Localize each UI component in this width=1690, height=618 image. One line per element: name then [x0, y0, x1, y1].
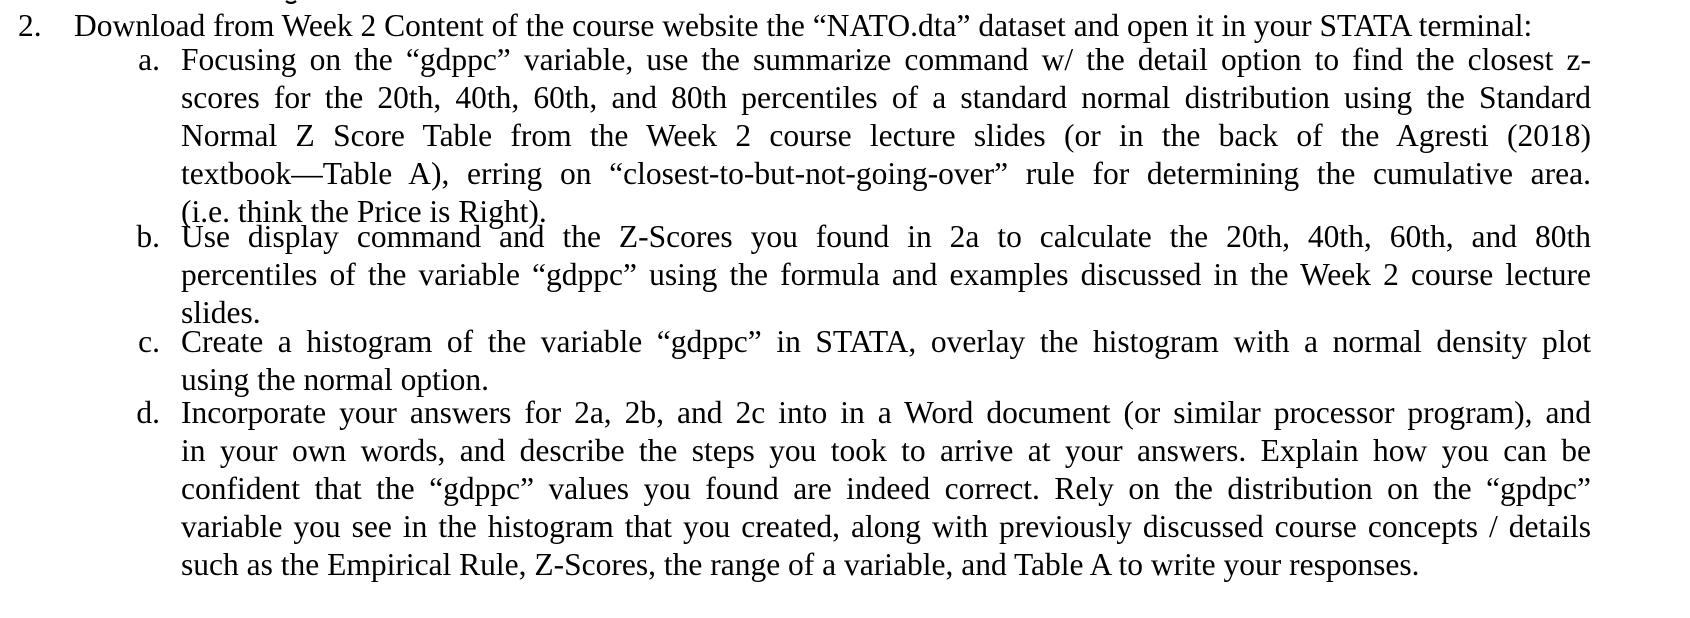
item-a-line-5: (i.e. think the Price is Right). — [181, 194, 547, 229]
item-b-label: b. — [136, 219, 160, 254]
item-b-line-3: slides. — [181, 295, 261, 330]
question-number: 2. — [18, 8, 42, 43]
item-d-line-4: variable you see in the histogram that you created, along with previously discussed course concepts / details — [181, 509, 1591, 544]
question-text: Download from Week 2 Content of the course website the “NATO.dta” dataset and open it in your STATA terminal: — [74, 8, 1533, 43]
item-d-line-3: confident that the “gdppc” values you found are indeed correct. Rely on the distribution on the “gpdpc” — [181, 471, 1591, 506]
item-d-body — [181, 394, 1591, 584]
item-a-label: a. — [138, 42, 160, 77]
item-d-line-1: Incorporate your answers for 2a, 2b, and 2c into in a Word document (or similar processor program), and — [181, 395, 1591, 430]
item-a-line-4: textbook—Table A), erring on “closest-to-but-not-going-over” rule for determining the cumulative area. — [181, 156, 1591, 191]
item-d-line-2: in your own words, and describe the steps you took to arrive at your answers. Explain how you can be — [181, 433, 1591, 468]
item-c-body — [181, 323, 1591, 399]
item-c-line-2: using the normal option. — [181, 362, 489, 397]
item-b-body — [181, 218, 1591, 332]
clipped-glyph-fragments — [0, 0, 1690, 4]
item-c-line-1: Create a histogram of the variable “gdppc” in STATA, overlay the histogram with a normal density plot — [181, 324, 1591, 359]
item-b-line-2: percentiles of the variable “gdppc” using the formula and examples discussed in the Week 2 course lecture — [181, 257, 1591, 292]
item-a-body — [181, 41, 1591, 231]
item-d-line-5: such as the Empirical Rule, Z-Scores, the range of a variable, and Table A to write your responses. — [181, 547, 1420, 582]
item-a-line-2: scores for the 20th, 40th, 60th, and 80th percentiles of a standard normal distribution using the Standard — [181, 80, 1591, 115]
item-a-line-3: Normal Z Score Table from the Week 2 course lecture slides (or in the back of the Agresti (2018) — [181, 118, 1591, 153]
item-c-label: c. — [138, 324, 160, 359]
clipped-previous-line — [0, 0, 1690, 6]
item-b-line-1: Use display command and the Z-Scores you found in 2a to calculate the 20th, 40th, 60th, and 80th — [181, 219, 1591, 254]
item-a-line-1: Focusing on the “gdppc” variable, use the summarize command w/ the detail option to find the closest z- — [181, 42, 1591, 77]
item-d-label: d. — [136, 395, 160, 430]
